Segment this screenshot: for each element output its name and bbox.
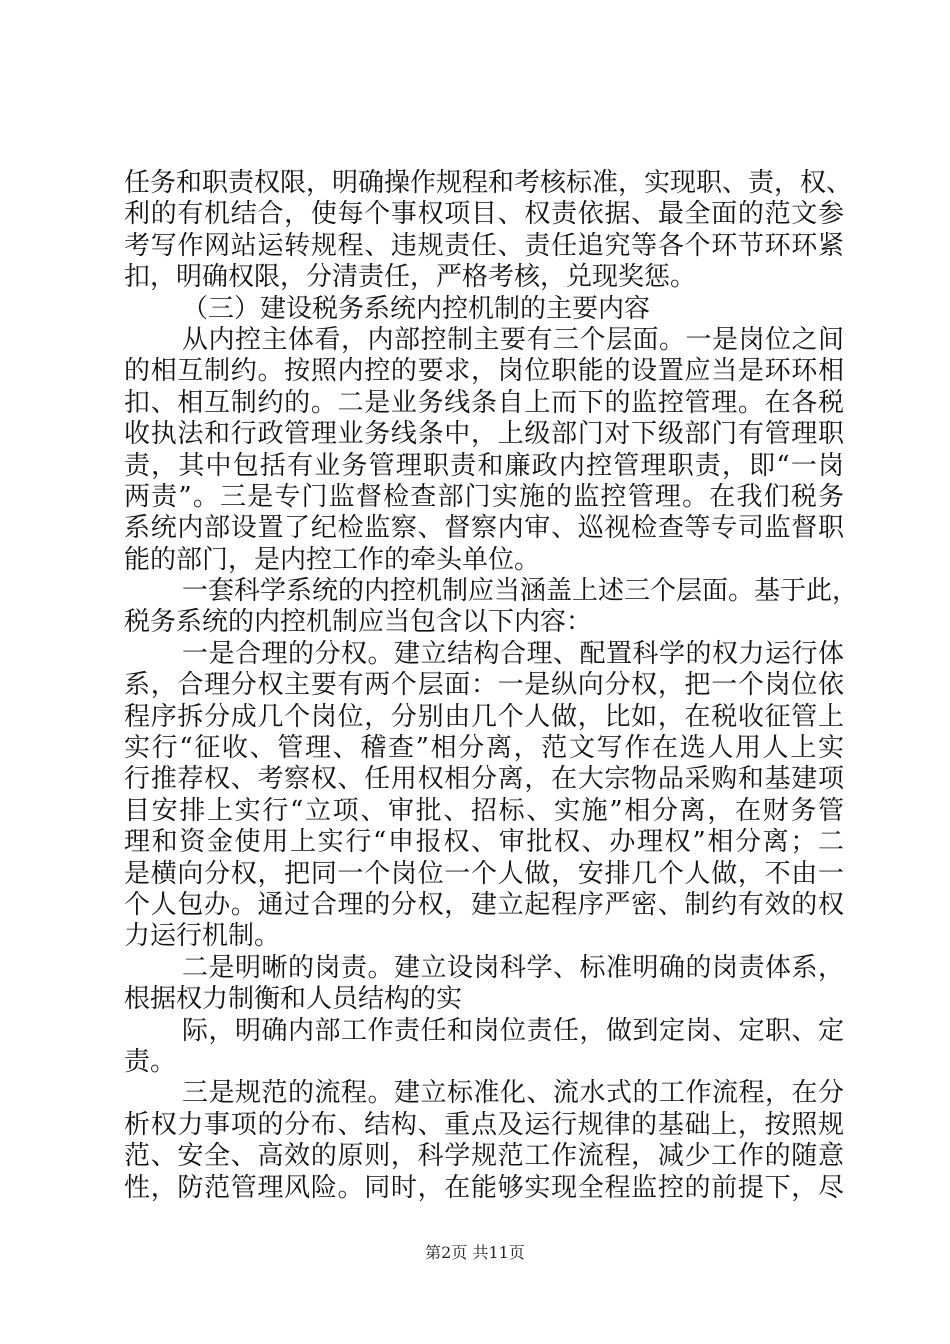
- text-line: 目安排上实行“立项、审批、招标、实施”相分离，在财务管: [124, 795, 844, 826]
- text-line: 实行“征收、管理、稽查”相分离，范文写作在选人用人上实: [124, 733, 844, 764]
- text-line: 际，明确内部工作责任和岗位责任，做到定岗、定职、定: [182, 1015, 844, 1046]
- text-line: 程序拆分成几个岗位，分别由几个人做，比如，在税收征管上: [124, 701, 844, 732]
- text-line: 根据权力制衡和人员结构的实: [124, 984, 463, 1015]
- text-line: 析权力事项的分布、结构、重点及运行规律的基础上，按照规: [124, 1109, 844, 1140]
- text-line: 收执法和行政管理业务线条中，上级部门对下级部门有管理职: [124, 419, 844, 450]
- page-footer: 第2页 共11页: [425, 1243, 525, 1262]
- text-line: 三是规范的流程。建立标准化、流水式的工作流程，在分: [182, 1078, 844, 1109]
- text-line: 责。: [124, 1046, 177, 1077]
- text-line: 系统内部设置了纪检监察、督察内审、巡视检查等专司监督职: [124, 513, 844, 544]
- text-line: 税务系统的内控机制应当包含以下内容：: [124, 607, 593, 638]
- text-line: 性，防范管理风险。同时，在能够实现全程监控的前提下，尽: [124, 1172, 844, 1203]
- text-line: 行推荐权、考察权、任用权相分离，在大宗物品采购和基建项: [124, 764, 844, 795]
- text-line: 从内控主体看，内部控制主要有三个层面。一是岗位之间: [182, 324, 844, 355]
- text-line: 力运行机制。: [124, 921, 281, 952]
- text-line: 扣、相互制约的。二是业务线条自上而下的监控管理。在各税: [124, 387, 844, 418]
- body-text: [124, 168, 859, 1204]
- text-line: 是横向分权，把同一个岗位一个人做，安排几个人做，不由一: [124, 858, 844, 889]
- text-line: 一是合理的分权。建立结构合理、配置科学的权力运行体: [182, 638, 844, 669]
- text-line: 系，合理分权主要有两个层面：一是纵向分权，把一个岗位依: [124, 670, 844, 701]
- text-line: 一套科学系统的内控机制应当涵盖上述三个层面。基于此，: [182, 576, 859, 607]
- text-line: 责，其中包括有业务管理职责和廉政内控管理职责，即“一岗: [124, 450, 844, 481]
- text-line: 理和资金使用上实行“申报权、审批权、办理权”相分离；二: [124, 827, 844, 858]
- text-line: 个人包办。通过合理的分权，建立起程序严密、制约有效的权: [124, 889, 844, 920]
- text-line: 二是明晰的岗责。建立设岗科学、标准明确的岗责体系，: [182, 952, 844, 983]
- text-line: 考写作网站运转规程、违规责任、责任追究等各个环节环环紧: [124, 230, 844, 261]
- text-line: 范、安全、高效的原则，科学规范工作流程，减少工作的随意: [124, 1141, 844, 1172]
- text-line: 任务和职责权限，明确操作规程和考核标准，实现职、责，权、: [124, 168, 853, 198]
- text-line: （三）建设税务系统内控机制的主要内容: [182, 293, 651, 324]
- text-line: 两责”。三是专门监督检查部门实施的监控管理。在我们税务: [124, 481, 844, 512]
- text-line: 的相互制约。按照内控的要求，岗位职能的设置应当是环环相: [124, 356, 844, 387]
- text-line: 能的部门，是内控工作的牵头单位。: [124, 544, 541, 575]
- text-line: 利的有机结合，使每个事权项目、权责依据、最全面的范文参: [124, 199, 844, 230]
- text-line: 扣，明确权限，分清责任，严格考核，兑现奖惩。: [124, 262, 697, 293]
